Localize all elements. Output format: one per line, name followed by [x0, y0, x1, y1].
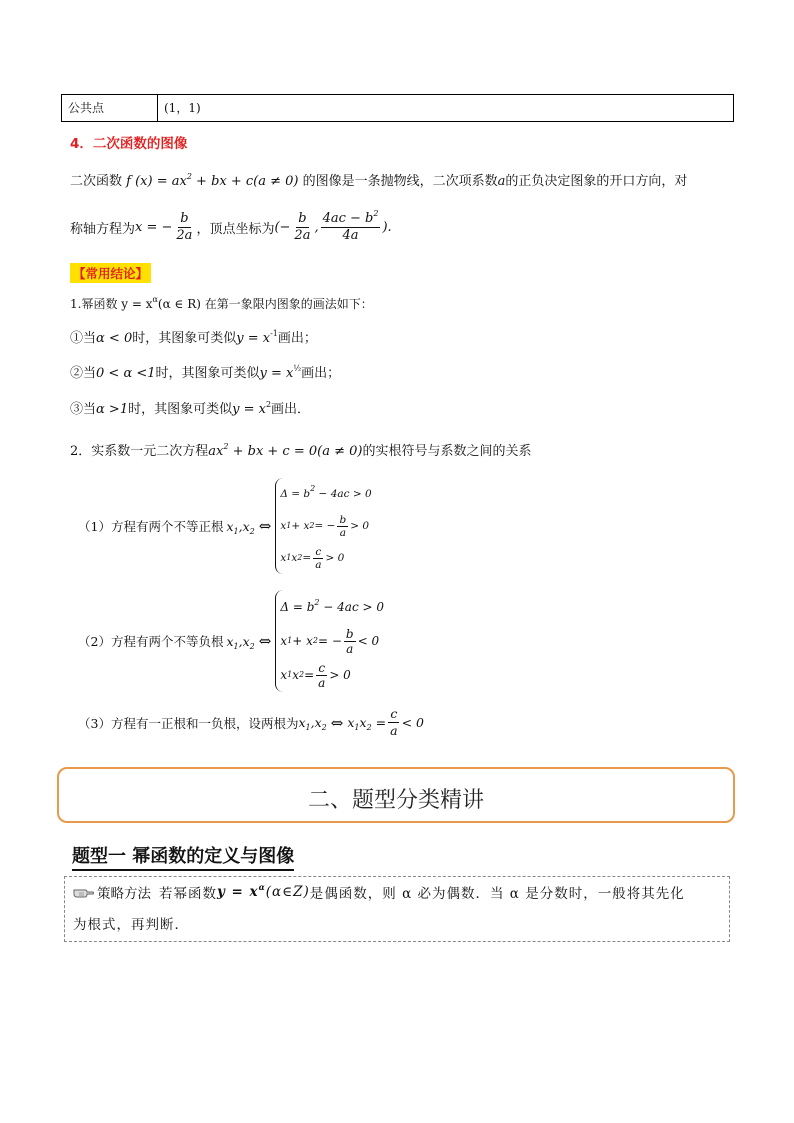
table-value: (1，1) — [164, 101, 201, 115]
comma: , — [314, 220, 319, 235]
banner-title: 二、题型分类精讲 — [307, 788, 484, 813]
quadratic-line-2 — [70, 211, 392, 244]
section-heading: 4．二次函数的图像 — [70, 136, 188, 152]
conclusion-tag: 【常用结论】 — [70, 263, 151, 283]
fraction: $\frac{b}{2a}$ — [176, 211, 193, 243]
formula: f $(x) = ax^2$ + bx + c(a ≠ 0) — [126, 172, 299, 189]
conclusion-p2: 2．实系数一元二次方程$ax^2$ + bx + c = 0(a ≠ 0)的实根符号与系数之间的关系 — [70, 442, 532, 459]
text: ，顶点坐标为 — [196, 222, 275, 237]
tip-line-1: 策略方法 若幂函数 $y = x^\alpha$ (α∈Z) 是偶函数，则 α 必为偶数．当 α 是分数时，一般将其先化 — [73, 882, 685, 902]
strategy-tip-box — [64, 876, 730, 942]
text: 的正负决定图象的开口方向，对 — [505, 174, 688, 189]
conclusion-case-3: ③当α >1时，其图象可类似$y = x^2$画出． — [70, 400, 311, 417]
paren: ). — [382, 220, 392, 235]
quadratic-line-1 — [70, 170, 687, 189]
conclusion-p1: 1.幂函数 $y = x^\alpha(\alpha$ ∈ R) 在第一象限内图象的画法如下： — [70, 295, 373, 311]
table-label: 公共点 — [62, 95, 158, 121]
conclusion-case-2: ②当0 < α <1时，其图象可类似$y = x^{\frac{1}{2}}$画出； — [70, 364, 341, 381]
section-banner — [57, 767, 735, 823]
text: 称轴方程为 — [70, 222, 136, 237]
axis-eq: x = − — [135, 220, 173, 235]
type-title: 题型一 幂函数的定义与图像 — [72, 842, 294, 871]
text: 二次函数 — [70, 174, 123, 189]
paren: (− — [274, 220, 291, 235]
fraction: $\frac{b}{2a}$ — [294, 211, 311, 243]
roots-case-2: （2）方程有两个不等负根 $x_1,x_2$ ⇔ $\Delta = b^2 - 4ac > 0$ x 1 + x 2 = − $\frac{b}{a}$ < 0 x 1 x 2 = $\frac{c}{a}$ > 0 — [78, 590, 384, 692]
roots-case-1: （1）方程有两个不等正根 $x_1,x_2$ ⇔ $\Delta = b^2 - 4ac > 0$ x 1 + x 2 = − $\frac{b}{a}$ > 0 x 1 x 2 = $\frac{c}{a}$ > 0 — [78, 478, 372, 574]
condition-brace: $\Delta = b^2 - 4ac > 0$ x 1 + x 2 = − $\frac{b}{a}$ < 0 x 1 x 2 = $\frac{c}{a}$ > 0 — [275, 590, 384, 692]
var-a: a — [497, 174, 506, 189]
tip-line-2: 为根式，再判断． — [73, 917, 189, 933]
common-point-table — [61, 94, 734, 122]
text: 的图像是一条抛物线，二次项系数 — [302, 174, 498, 189]
fraction: $\frac{4ac - b^2}{4a}$ — [322, 209, 379, 243]
roots-case-3: （3）方程有一正根和一负根，设两根为 $x_1,x_2$ ⇔ $x_1x_2$ = $\frac{c}{a}$ < 0 — [78, 706, 424, 738]
condition-brace: $\Delta = b^2 - 4ac > 0$ x 1 + x 2 = − $\frac{b}{a}$ > 0 x 1 x 2 = $\frac{c}{a}$ > 0 — [275, 478, 371, 574]
conclusion-case-1: ①当α < 0时，其图象可类似$y = x^{-1}$画出； — [70, 329, 317, 346]
pointing-hand-icon — [73, 885, 95, 899]
